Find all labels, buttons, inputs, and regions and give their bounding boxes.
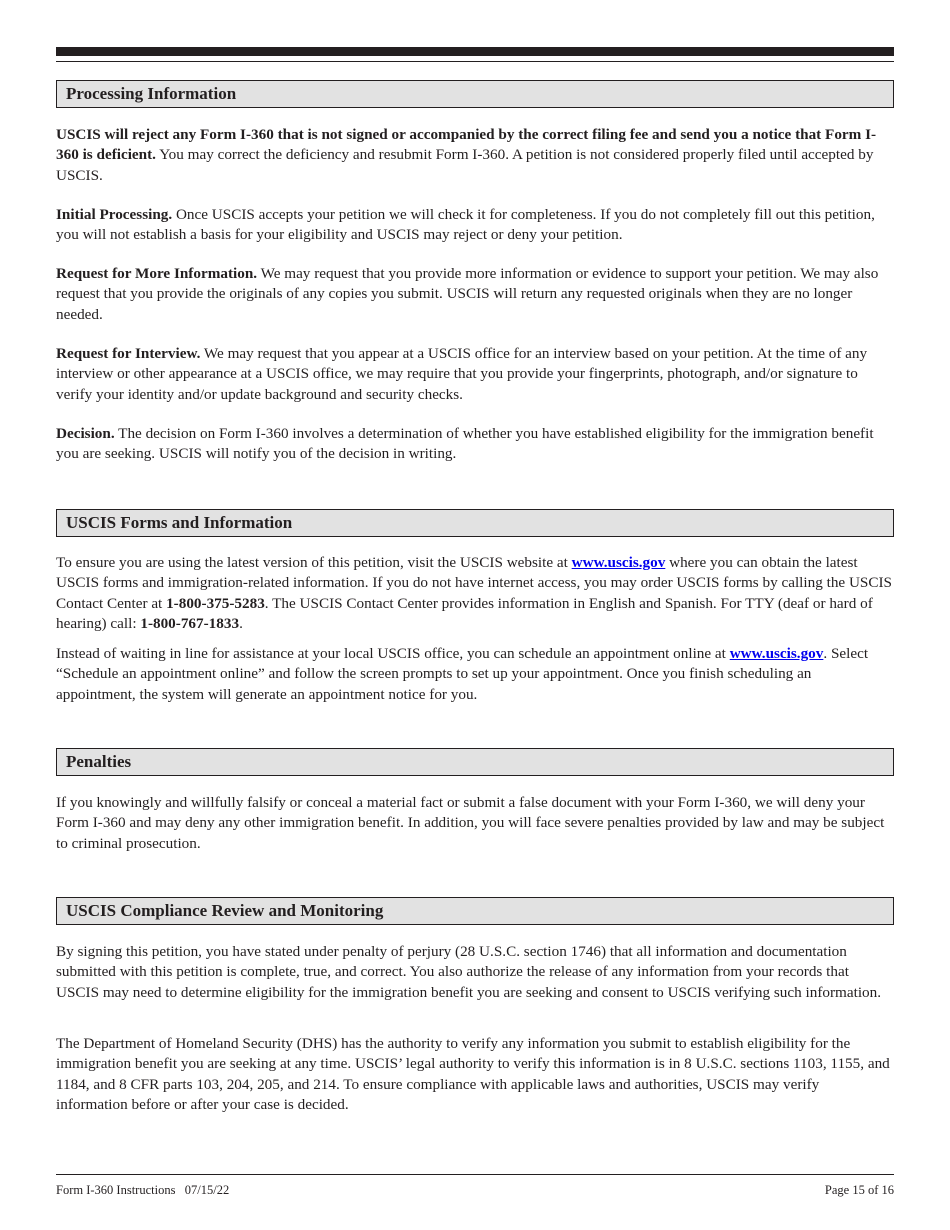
paragraph-initial-processing bbox=[56, 205, 894, 246]
text: We may request that you appear at a USCIS office for an interview based on your petition. At the time of any interview or other appearance at a USCIS office, we may require that you provide your fingerprints, photograph, and/or signature to verify your identity and/or update background and security checks. bbox=[56, 345, 868, 403]
bold-lead: Request for Interview. bbox=[56, 345, 201, 362]
paragraph-dhs-authority: The Department of Homeland Security (DHS) has the authority to verify any information you submit to establish eligibility for the immigration benefit you are seeking at any time. USCIS’ legal authority to verify this information is in 8 U.S.C. sections 1103, 1155, and 1184, and 8 CFR parts 103, 204, 205, and 214. To ensure compliance with applicable laws and authorities, USCIS may verify information before or after your case is decided. bbox=[56, 1035, 890, 1113]
bold-lead: Request for More Information. bbox=[56, 265, 258, 282]
tty-phone: 1-800-767-1833 bbox=[140, 614, 240, 632]
section-heading-processing: Processing Information bbox=[56, 80, 894, 108]
text: . bbox=[239, 614, 243, 632]
paragraph-decision bbox=[56, 424, 894, 465]
uscis-link[interactable]: www.uscis.gov bbox=[729, 645, 824, 662]
text: Once USCIS accepts your petition we will check it for completeness. If you do not completely fill out this petition, you will not establish a basis for your eligibility and USCIS may reject or deny your petition. bbox=[56, 206, 875, 244]
text: . The USCIS Contact Center provides information in English and Spanish. For TTY (deaf or hard of hearing) call: bbox=[56, 594, 873, 632]
form-edition: Form I-360 Instructions 07/15/22 bbox=[56, 1183, 230, 1197]
paragraph-appointment bbox=[56, 644, 894, 705]
uscis-link[interactable]: www.uscis.gov bbox=[571, 554, 666, 571]
section-heading-penalties: Penalties bbox=[56, 748, 894, 776]
footer bbox=[56, 1183, 894, 1198]
text: . Select “Schedule an appointment online” and follow the screen prompts to set up your appointment. Once you finish scheduling an appointment, the system will generate an appointment notice for you. bbox=[56, 645, 869, 703]
paragraph-penalties: If you knowingly and willfully falsify or conceal a material fact or submit a false document with your Form I-360, we will deny your Form I-360 and may deny any other immigration benefit. In addition, you will face severe penalties provided by law and may be subject to criminal prosecution. bbox=[56, 794, 885, 852]
paragraph-website bbox=[56, 553, 894, 634]
footer-rule bbox=[56, 1174, 894, 1175]
paragraph-more-information bbox=[56, 264, 894, 325]
text: where you can obtain the latest USCIS forms and immigration-related information. If you do not have internet access, you may order USCIS forms by calling the USCIS Contact Center at bbox=[56, 554, 893, 612]
page-number: Page 15 of 16 bbox=[824, 1183, 894, 1197]
header-rule-thick bbox=[56, 47, 894, 56]
section-heading-compliance: USCIS Compliance Review and Monitoring bbox=[56, 897, 894, 925]
section-heading-forms: USCIS Forms and Information bbox=[56, 509, 894, 537]
text: The decision on Form I-360 involves a determination of whether you have established eligibility for the immigration benefit you are seeking. USCIS will notify you of the decision in writing. bbox=[56, 425, 874, 463]
bold-lead: USCIS will reject any Form I-360 that is not signed or accompanied by the correct filing fee and send you a notice that Form I-360 is deficient. bbox=[56, 126, 877, 164]
paragraph-interview bbox=[56, 344, 894, 405]
bold-lead: Initial Processing. bbox=[56, 206, 173, 223]
text: To ensure you are using the latest version of this petition, visit the USCIS website at bbox=[56, 554, 572, 571]
paragraph-perjury: By signing this petition, you have stated under penalty of perjury (28 U.S.C. section 1746) that all information and documentation submitted with this petition is complete, true, and correct. You also authorize the release of any information from your records that USCIS may need to determine eligibility for the immigration benefit you are seeking and consent to USCIS verifying such information. bbox=[56, 943, 882, 1001]
header-rule-thin bbox=[56, 61, 894, 62]
contact-center-phone: 1-800-375-5283 bbox=[166, 594, 265, 612]
text: We may request that you provide more information or evidence to support your petition. We may also request that you provide the originals of any copies you submit. USCIS will return any requested originals when they are no longer needed. bbox=[56, 265, 879, 323]
text: Instead of waiting in line for assistance at your local USCIS office, you can schedule an appointment online at bbox=[56, 645, 730, 662]
bold-lead: Decision. bbox=[56, 425, 115, 442]
text: You may correct the deficiency and resubmit Form I-360. A petition is not considered properly filed until accepted by USCIS. bbox=[56, 146, 874, 184]
paragraph-rejection bbox=[56, 125, 894, 186]
